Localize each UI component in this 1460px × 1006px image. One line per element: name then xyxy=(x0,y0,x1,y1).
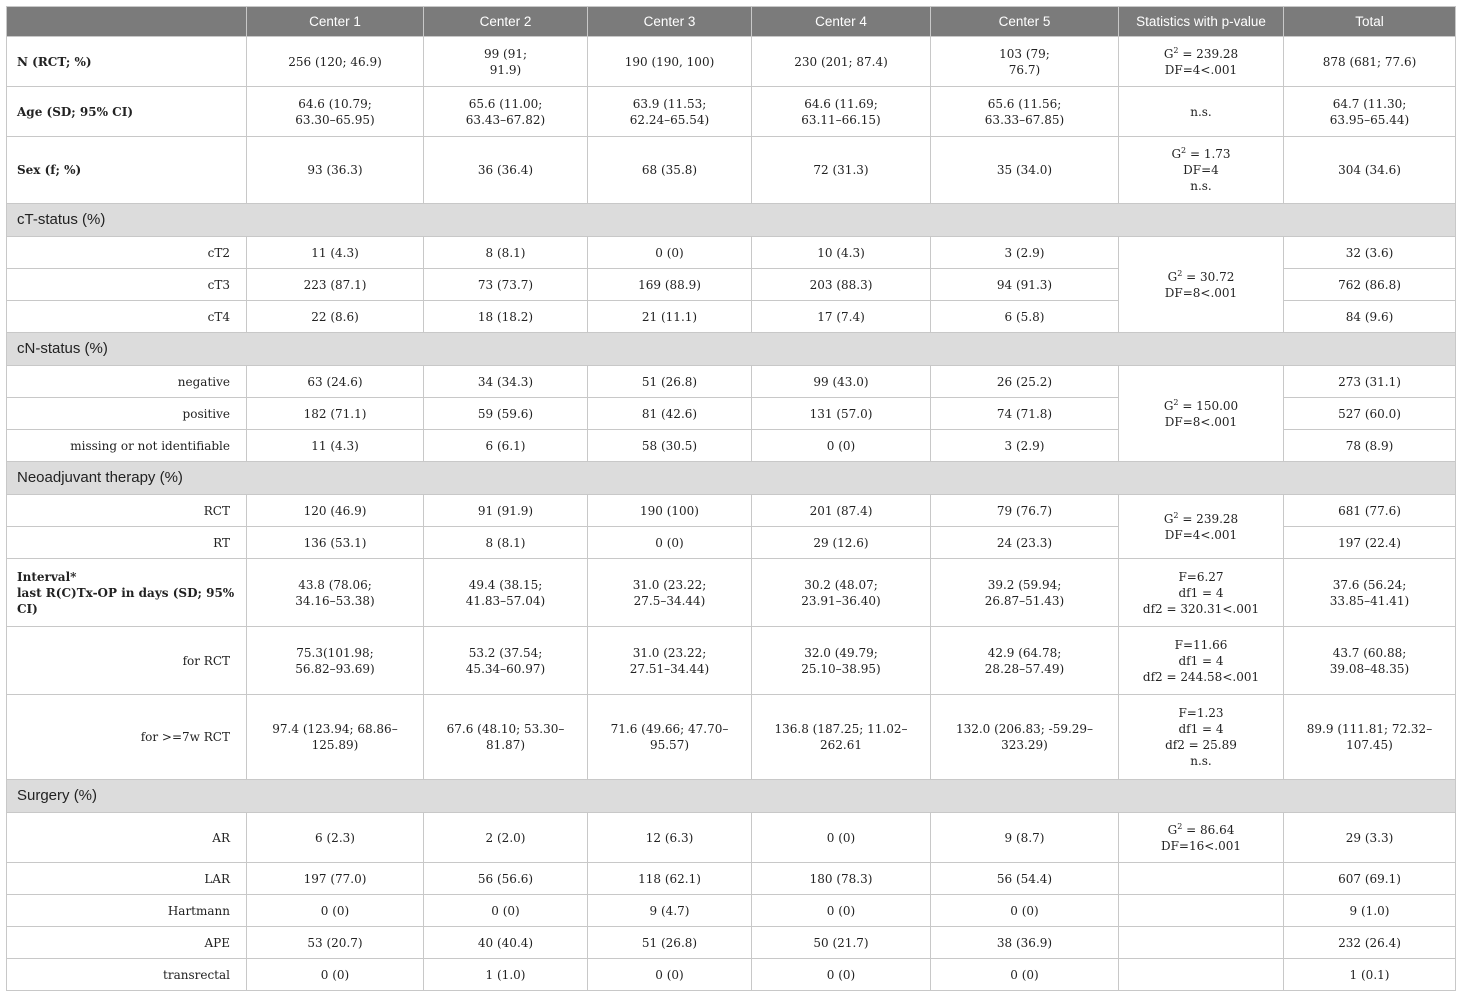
row-label: AR xyxy=(7,813,247,863)
table-cell: 0 (0) xyxy=(247,895,424,927)
table-cell: 99 (43.0) xyxy=(752,366,931,398)
stat-cell: $G^2 = 1.73$ DF=4 n.s. xyxy=(1119,137,1284,204)
table-cell: 29 (12.6) xyxy=(752,527,931,559)
table-cell: 75.3(101.98; 56.82–93.69) xyxy=(247,627,424,695)
total-cell: 304 (34.6) xyxy=(1284,137,1456,204)
table-row xyxy=(7,895,1456,927)
table-row xyxy=(7,959,1456,991)
section-row xyxy=(7,333,1456,366)
row-label: RT xyxy=(7,527,247,559)
table-row xyxy=(7,237,1456,269)
header-cell: Center 2 xyxy=(424,7,588,37)
total-cell: 9 (1.0) xyxy=(1284,895,1456,927)
table-cell: 136.8 (187.25; 11.02–262.61 xyxy=(752,695,931,780)
row-label: RCT xyxy=(7,495,247,527)
table-cell: 67.6 (48.10; 53.30–81.87) xyxy=(424,695,588,780)
table-cell: 190 (190, 100) xyxy=(588,37,752,87)
table-cell: 182 (71.1) xyxy=(247,398,424,430)
stat-cell: F=6.27 df1 = 4 df2 = 320.31<.001 xyxy=(1119,559,1284,627)
row-label: LAR xyxy=(7,863,247,895)
table-cell: 18 (18.2) xyxy=(424,301,588,333)
table-cell: 136 (53.1) xyxy=(247,527,424,559)
table-cell: 203 (88.3) xyxy=(752,269,931,301)
table-cell: 3 (2.9) xyxy=(931,237,1119,269)
table-cell: 36 (36.4) xyxy=(424,137,588,204)
table-cell: 223 (87.1) xyxy=(247,269,424,301)
row-label: Hartmann xyxy=(7,895,247,927)
total-cell: 84 (9.6) xyxy=(1284,301,1456,333)
table-cell: 24 (23.3) xyxy=(931,527,1119,559)
table-row xyxy=(7,813,1456,863)
total-cell: 64.7 (11.30; 63.95–65.44) xyxy=(1284,87,1456,137)
table-cell: 26 (25.2) xyxy=(931,366,1119,398)
table-cell: 0 (0) xyxy=(752,959,931,991)
table-cell: 0 (0) xyxy=(931,895,1119,927)
table-cell: 93 (36.3) xyxy=(247,137,424,204)
total-cell: 878 (681; 77.6) xyxy=(1284,37,1456,87)
table-cell: 73 (73.7) xyxy=(424,269,588,301)
stat-cell xyxy=(1119,863,1284,895)
table-cell: 56 (56.6) xyxy=(424,863,588,895)
table-cell: 0 (0) xyxy=(424,895,588,927)
table-cell: 10 (4.3) xyxy=(752,237,931,269)
table-cell: 118 (62.1) xyxy=(588,863,752,895)
table-cell: 256 (120; 46.9) xyxy=(247,37,424,87)
table-cell: 1 (1.0) xyxy=(424,959,588,991)
table-cell: 34 (34.3) xyxy=(424,366,588,398)
table-cell: 8 (8.1) xyxy=(424,527,588,559)
table-cell: 120 (46.9) xyxy=(247,495,424,527)
table-cell: 51 (26.8) xyxy=(588,927,752,959)
table-cell: 30.2 (48.07; 23.91–36.40) xyxy=(752,559,931,627)
table-cell: 74 (71.8) xyxy=(931,398,1119,430)
table-cell: 0 (0) xyxy=(588,237,752,269)
stat-cell: $G^2 = 86.64$ DF=16<.001 xyxy=(1119,813,1284,863)
table-cell: 71.6 (49.66; 47.70–95.57) xyxy=(588,695,752,780)
total-cell: 1 (0.1) xyxy=(1284,959,1456,991)
table-cell: 97.4 (123.94; 68.86–125.89) xyxy=(247,695,424,780)
header-cell: Statistics with p-value xyxy=(1119,7,1284,37)
row-label: Sex (f; %) xyxy=(7,137,247,204)
section-title: cN-status (%) xyxy=(7,333,1456,366)
table-cell: 50 (21.7) xyxy=(752,927,931,959)
row-label: transrectal xyxy=(7,959,247,991)
table-cell: 38 (36.9) xyxy=(931,927,1119,959)
table-cell: 31.0 (23.22; 27.51–34.44) xyxy=(588,627,752,695)
table-cell: 39.2 (59.94; 26.87–51.43) xyxy=(931,559,1119,627)
table-cell: 0 (0) xyxy=(588,527,752,559)
row-label: for >=7w RCT xyxy=(7,695,247,780)
header-cell: Center 3 xyxy=(588,7,752,37)
table-cell: 64.6 (10.79; 63.30–65.95) xyxy=(247,87,424,137)
row-label: negative xyxy=(7,366,247,398)
table-cell: 9 (8.7) xyxy=(931,813,1119,863)
table-row xyxy=(7,695,1456,780)
table-cell: 8 (8.1) xyxy=(424,237,588,269)
stat-cell: $G^2 = 239.28$ DF=4<.001 xyxy=(1119,495,1284,559)
total-cell: 197 (22.4) xyxy=(1284,527,1456,559)
header-cell: Center 5 xyxy=(931,7,1119,37)
table-cell: 68 (35.8) xyxy=(588,137,752,204)
table-cell: 6 (5.8) xyxy=(931,301,1119,333)
table-cell: 131 (57.0) xyxy=(752,398,931,430)
table-cell: 40 (40.4) xyxy=(424,927,588,959)
table-cell: 11 (4.3) xyxy=(247,430,424,462)
stat-cell: n.s. xyxy=(1119,87,1284,137)
table-cell: 197 (77.0) xyxy=(247,863,424,895)
row-label: cT4 xyxy=(7,301,247,333)
table-cell: 56 (54.4) xyxy=(931,863,1119,895)
table-cell: 94 (91.3) xyxy=(931,269,1119,301)
row-label: cT3 xyxy=(7,269,247,301)
total-cell: 232 (26.4) xyxy=(1284,927,1456,959)
table-cell: 72 (31.3) xyxy=(752,137,931,204)
table-row xyxy=(7,627,1456,695)
table-cell: 0 (0) xyxy=(931,959,1119,991)
table-cell: 230 (201; 87.4) xyxy=(752,37,931,87)
table-row xyxy=(7,37,1456,87)
table-cell: 49.4 (38.15; 41.83–57.04) xyxy=(424,559,588,627)
table-cell: 43.8 (78.06; 34.16–53.38) xyxy=(247,559,424,627)
table-cell: 0 (0) xyxy=(247,959,424,991)
total-cell: 78 (8.9) xyxy=(1284,430,1456,462)
header-cell: Center 4 xyxy=(752,7,931,37)
total-cell: 89.9 (111.81; 72.32–107.45) xyxy=(1284,695,1456,780)
section-title: cT-status (%) xyxy=(7,204,1456,237)
row-label: positive xyxy=(7,398,247,430)
section-row xyxy=(7,204,1456,237)
row-label: for RCT xyxy=(7,627,247,695)
table-cell: 0 (0) xyxy=(588,959,752,991)
table-cell: 3 (2.9) xyxy=(931,430,1119,462)
table-cell: 190 (100) xyxy=(588,495,752,527)
section-title: Neoadjuvant therapy (%) xyxy=(7,462,1456,495)
table-cell: 63.9 (11.53; 62.24–65.54) xyxy=(588,87,752,137)
table-cell: 6 (6.1) xyxy=(424,430,588,462)
table-cell: 35 (34.0) xyxy=(931,137,1119,204)
table-cell: 65.6 (11.00; 63.43–67.82) xyxy=(424,87,588,137)
table-cell: 180 (78.3) xyxy=(752,863,931,895)
table-row xyxy=(7,495,1456,527)
total-cell: 273 (31.1) xyxy=(1284,366,1456,398)
table-cell: 103 (79; 76.7) xyxy=(931,37,1119,87)
table-cell: 0 (0) xyxy=(752,813,931,863)
table-cell: 9 (4.7) xyxy=(588,895,752,927)
table-cell: 32.0 (49.79; 25.10–38.95) xyxy=(752,627,931,695)
table-cell: 0 (0) xyxy=(752,895,931,927)
table-cell: 65.6 (11.56; 63.33–67.85) xyxy=(931,87,1119,137)
table-cell: 79 (76.7) xyxy=(931,495,1119,527)
stat-cell: F=1.23 df1 = 4 df2 = 25.89 n.s. xyxy=(1119,695,1284,780)
section-row xyxy=(7,462,1456,495)
section-row xyxy=(7,780,1456,813)
table-cell: 0 (0) xyxy=(752,430,931,462)
table-cell: 81 (42.6) xyxy=(588,398,752,430)
table-cell: 11 (4.3) xyxy=(247,237,424,269)
row-label: Age (SD; 95% CI) xyxy=(7,87,247,137)
total-cell: 37.6 (56.24; 33.85–41.41) xyxy=(1284,559,1456,627)
total-cell: 32 (3.6) xyxy=(1284,237,1456,269)
table-cell: 42.9 (64.78; 28.28–57.49) xyxy=(931,627,1119,695)
header-cell xyxy=(7,7,247,37)
table-cell: 58 (30.5) xyxy=(588,430,752,462)
total-cell: 762 (86.8) xyxy=(1284,269,1456,301)
table-cell: 17 (7.4) xyxy=(752,301,931,333)
stat-cell xyxy=(1119,895,1284,927)
table-cell: 64.6 (11.69; 63.11–66.15) xyxy=(752,87,931,137)
table-cell: 53.2 (37.54; 45.34–60.97) xyxy=(424,627,588,695)
table-row xyxy=(7,863,1456,895)
section-title: Surgery (%) xyxy=(7,780,1456,813)
total-cell: 607 (69.1) xyxy=(1284,863,1456,895)
row-label: cT2 xyxy=(7,237,247,269)
table-cell: 12 (6.3) xyxy=(588,813,752,863)
table-cell: 21 (11.1) xyxy=(588,301,752,333)
table-cell: 59 (59.6) xyxy=(424,398,588,430)
total-cell: 681 (77.6) xyxy=(1284,495,1456,527)
total-cell: 527 (60.0) xyxy=(1284,398,1456,430)
header-cell: Center 1 xyxy=(247,7,424,37)
total-cell: 29 (3.3) xyxy=(1284,813,1456,863)
table-cell: 2 (2.0) xyxy=(424,813,588,863)
table-row xyxy=(7,927,1456,959)
table-cell: 63 (24.6) xyxy=(247,366,424,398)
stat-cell xyxy=(1119,959,1284,991)
table-cell: 91 (91.9) xyxy=(424,495,588,527)
table-row xyxy=(7,559,1456,627)
table-cell: 53 (20.7) xyxy=(247,927,424,959)
stat-cell: $G^2 = 30.72$ DF=8<.001 xyxy=(1119,237,1284,333)
table-cell: 51 (26.8) xyxy=(588,366,752,398)
header-row xyxy=(7,7,1456,37)
stat-cell: F=11.66 df1 = 4 df2 = 244.58<.001 xyxy=(1119,627,1284,695)
patient-characteristics-table xyxy=(6,6,1456,991)
table-cell: 201 (87.4) xyxy=(752,495,931,527)
stat-cell: $G^2 = 239.28$ DF=4<.001 xyxy=(1119,37,1284,87)
row-label: APE xyxy=(7,927,247,959)
header-cell: Total xyxy=(1284,7,1456,37)
row-label: missing or not identifiable xyxy=(7,430,247,462)
table-cell: 31.0 (23.22; 27.5–34.44) xyxy=(588,559,752,627)
stat-cell: $G^2 = 150.00$ DF=8<.001 xyxy=(1119,366,1284,462)
table-row xyxy=(7,137,1456,204)
table-cell: 132.0 (206.83; -59.29–323.29) xyxy=(931,695,1119,780)
row-label: N (RCT; %) xyxy=(7,37,247,87)
total-cell: 43.7 (60.88; 39.08–48.35) xyxy=(1284,627,1456,695)
table-cell: 6 (2.3) xyxy=(247,813,424,863)
table-row xyxy=(7,366,1456,398)
table-cell: 99 (91; 91.9) xyxy=(424,37,588,87)
stat-cell xyxy=(1119,927,1284,959)
table-cell: 169 (88.9) xyxy=(588,269,752,301)
row-label-interval: Interval* last R(C)Tx-OP in days (SD; 95% CI) xyxy=(7,559,247,627)
table-cell: 22 (8.6) xyxy=(247,301,424,333)
table-row xyxy=(7,87,1456,137)
